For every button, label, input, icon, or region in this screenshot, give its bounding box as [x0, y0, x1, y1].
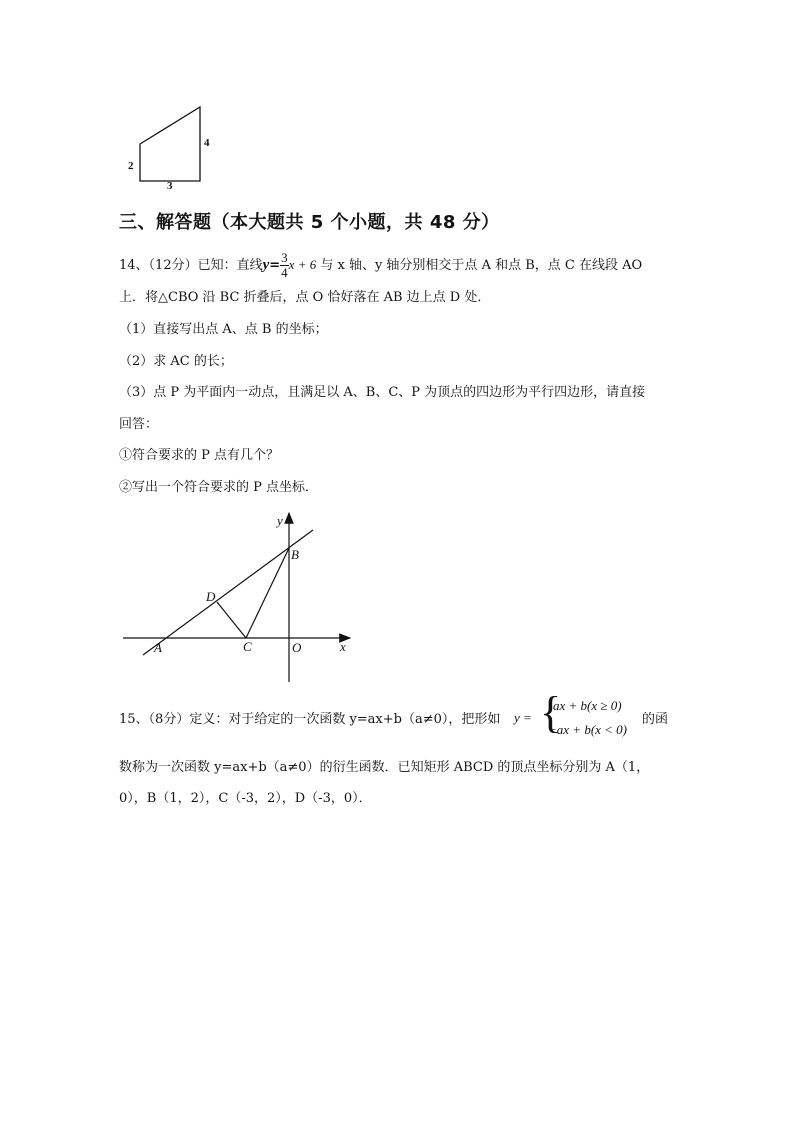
q14-part3-line1: （3）点 P 为平面内一动点，且满足以 A、B、C、P 为顶点的四边形为平行四边形，请直接 — [119, 385, 646, 400]
q15-line3: 0），B（1，2），C（-3，2），D（-3，0）． — [119, 791, 372, 806]
q14-line1 — [119, 251, 642, 280]
line-ab — [143, 530, 313, 655]
label-b: B — [291, 547, 299, 562]
segment-cb — [246, 548, 289, 638]
coordinate-figure — [120, 505, 360, 690]
q15-line1-after: 的函 — [642, 712, 669, 727]
q14-sub1: ①符合要求的 P 点有几个？ — [119, 448, 280, 463]
q14-frac-den: 4 — [281, 265, 288, 280]
q15-line1-before: 15、（8分）定义：对于给定的一次函数 y=ax+b（a≠0），把形如 — [119, 712, 501, 727]
q15-line2: 数称为一次函数 y=ax+b（a≠0）的衍生函数．已知矩形 ABCD 的顶点坐标分别为 A（1， — [119, 760, 650, 775]
label-c: C — [243, 639, 252, 654]
q14-expr: x + 6 — [288, 257, 317, 272]
q15-case1: ax + b(x ≥ 0) — [553, 698, 622, 713]
q14-y: y — [262, 257, 270, 273]
section-title: 三、解答题（本大题共 5 个小题，共 48 分） — [119, 212, 500, 233]
trapezoid-shape — [140, 107, 200, 181]
q14-line2: 上．将△CBO 沿 BC 折叠后，点 O 恰好落在 AB 边上点 D 处． — [119, 290, 491, 305]
q14-line1-after: 与 x 轴、y 轴分别相交于点 A 和点 B，点 C 在线段 AO — [320, 258, 643, 273]
q14-part3-line2: 回答： — [119, 417, 159, 432]
q14-number: 14、（12分）已知：直线 — [119, 258, 263, 273]
label-o: O — [292, 640, 302, 655]
trapezoid-bottom-label: 3 — [167, 180, 173, 192]
q14-part2: （2）求 AC 的长； — [119, 354, 233, 369]
label-x: x — [340, 639, 346, 654]
q14-frac-num: 3 — [281, 250, 288, 265]
q15-brace: { — [540, 688, 562, 737]
trapezoid-figure — [120, 100, 230, 195]
q14-part1: （1）直接写出点 A、点 B 的坐标； — [119, 322, 328, 337]
q15-y-lhs: y = — [514, 710, 532, 725]
coordinate-svg — [120, 505, 360, 690]
segment-cd — [217, 602, 246, 638]
q14-fraction — [280, 251, 289, 280]
label-a: A — [154, 640, 162, 655]
q15-case2: −ax + b(x < 0) — [548, 722, 628, 737]
label-y: y — [277, 513, 283, 528]
label-d: D — [206, 589, 216, 604]
trapezoid-left-label: 2 — [128, 160, 134, 172]
q14-eq: = — [269, 258, 281, 273]
trapezoid-svg — [120, 100, 230, 195]
trapezoid-right-label: 4 — [204, 137, 210, 149]
q14-sub2: ②写出一个符合要求的 P 点坐标． — [119, 480, 319, 495]
